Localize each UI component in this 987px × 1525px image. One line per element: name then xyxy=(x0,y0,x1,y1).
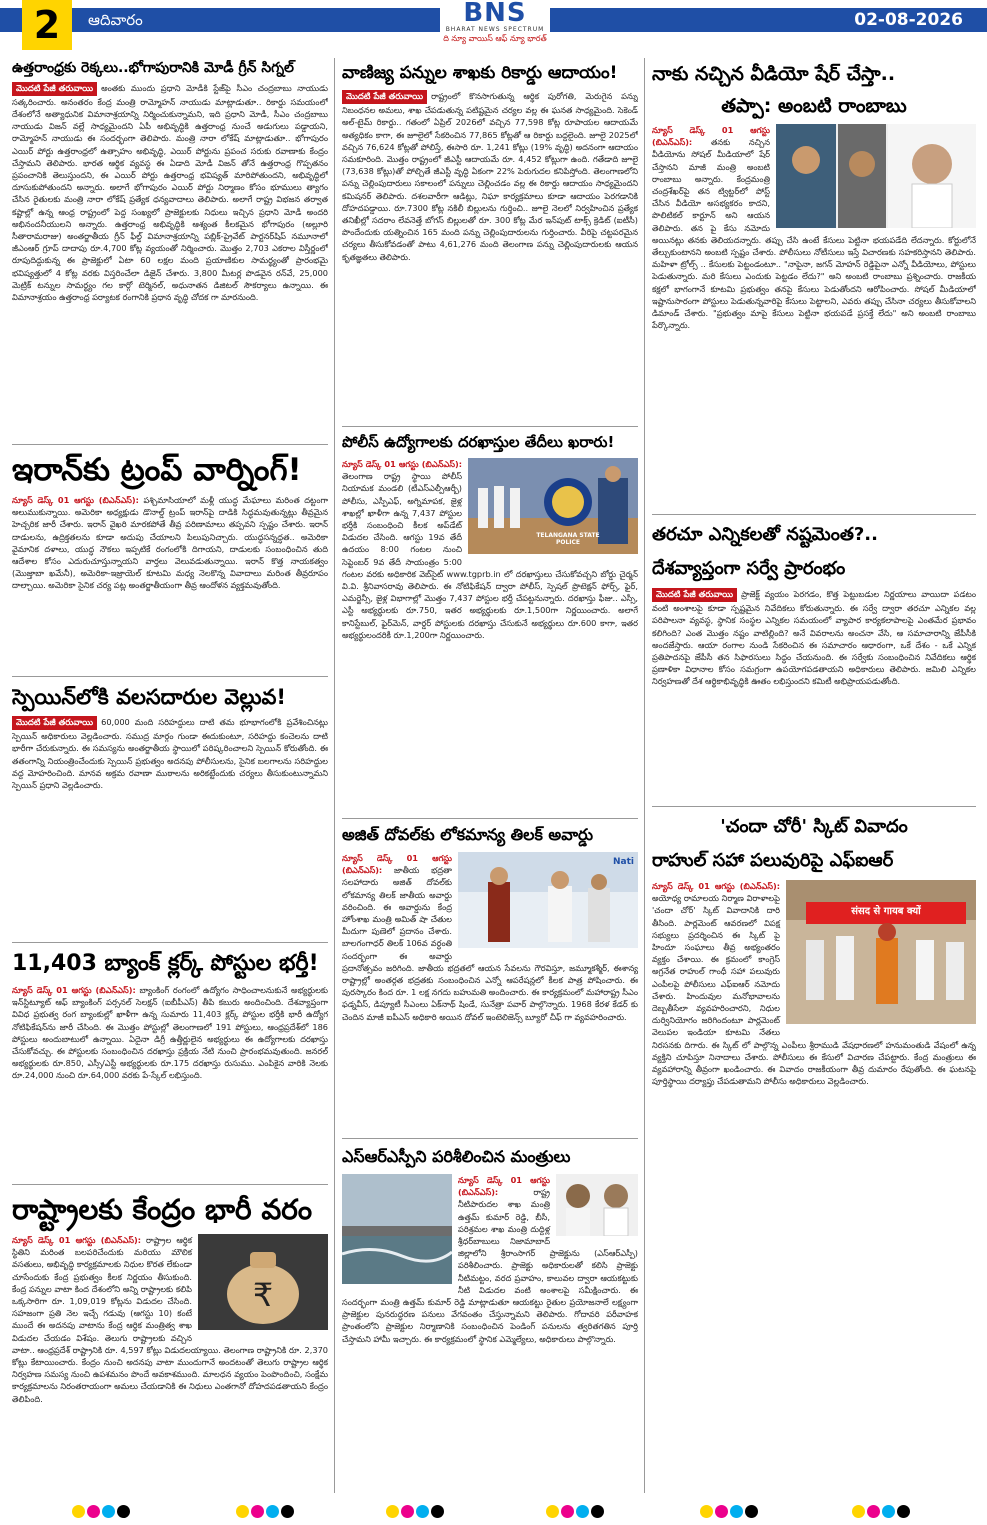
article-text: రాష్ట్ర నీటిపారుదల శాఖ మంత్రి ఉత్తమ్ కుమార్ రెడ్డి, బీసీ, పరిశ్రమల శాఖ మంత్రి దుద్దిళ్ల శ్రీధర్‌బాబులు నిజామాబాద్ జిల్లాలోని శ్రీరాంసాగర్ ప్రాజెక్టును (ఎస్ఆర్ఎస్పీ) పరిశీలించారు. ప్రాజెక్టు అధికారులతో కలిసి ప్రాజెక్టు నీటిమట్టం, వరద ప్రవాహం, కాలువల ద్వారా ఆయకట్టుకు నీటి విడుదల వంటి అంశాలపై సమీక్షించారు. ఈ సందర్భంగా మంత్రి ఉత్తమ్ కుమార్ రెడ్డి మాట్లాడుతూ ఆయకట్టు రైతుల ప్రయోజనాలే లక్ష్యంగా ప్రాజెక్టుల పునరుద్ధరణ పనులు వేగవంతం చేస్తున్నామని తెలిపారు. గోదావరి పరీవాహక ప్రాంతంలోని ప్రాజెక్టుల నిర్మాణానికి సంబంధించిన పెండింగ్ పనులను త్వరితగతిన పూర్తి చేస్తామని హామీ ఇచ్చారు. ఈ కార్యక్రమంలో స్థానిక ఎమ్మెల్యేలు, అధికారులు పాల్గొన్నారు. xyxy=(342,1187,638,1344)
article-chanda-chori xyxy=(652,812,976,1490)
registration-dot xyxy=(576,1505,589,1518)
headline: ఇరాన్‌కు ట్రంప్ వార్నింగ్! xyxy=(12,452,302,488)
header-day: ఆదివారం xyxy=(88,11,143,29)
police-badge-label: TELANGANA STATE POLICE xyxy=(536,532,600,546)
registration-dot xyxy=(745,1505,758,1518)
continuation-tag: మొదటి పేజీ తరువాయి xyxy=(12,716,97,730)
article-text: రాష్ట్రంలో కొనసాగుతున్న ఆర్థిక పురోగతి, మెరుగైన పన్ను నిబంధనల అమలు, శాఖ చేపడుతున్న పటిష్టమైన చర్యల వల్ల ఈ ఘనత సాధ్యమైంది. సెకెండ్ అల్-టైమ్ రికార్డు.. గతంలో ఏప్రిల్ 2026లో వచ్చిన 77,598 కోట్ల రూపాయల ఆదాయమే అత్యధికం కాగా, ఈ జూలైలో సేకరించిన 77,865 కోట్లతో ఆ రికార్డు బద్దలైంది. జూలై 2025లో వచ్చిన 76,624 కోట్లతో పోలిస్తే, ఈసారి రూ. 1,241 కోట్లు (19% వృద్ధి) అదనంగా ఆదాయం సమకూరింది. మొత్తం రాష్ట్రంలో జీఎస్టీ ఆదాయమే రూ. 4,452 కోట్లుగా ఉంది. గతేడాది జూలై (73,638 కోట్లు)తో పోల్చితే జీఎస్టీ వృద్ధి ఏకంగా 22% పెరుగుదల కనిపిస్తోంది. తెలంగాణలోని పన్ను చెల్లింపుదారులు సకాలంలో పన్నులు చెల్లించడం వల్ల ఈ రికార్డు ఆదాయం సాధ్యమైందని కమిషనర్ తెలిపారు. దశలవారీగా ఆడిట్లు, నిఘా కార్యక్రమాలు కూడా ఆదాయం పెరగడానికి దోహదపడ్డాయి. రూ.7300 కోట్ల నకిలీ బిల్లులను గుర్తించి.. జూలై నెలలో నిర్వహించిన ప్రత్యేక తనిఖీల్లో సదరాం లేవనెత్తే బోగస్ బిల్లులతో రూ. 300 కోట్ల మేర ఇన్‌పుట్ టాక్స్ క్రెడిట్ (ఐటీసీ) పొందేందుకు యత్నించిన 165 మంది పన్ను చెల్లింపుదారులను గుర్తించారు. వీరిపై చట్టపరమైన చర్యలు తీసుకోవడంతో పాటు 4,61,276 మంది తెలంగాణ పన్ను చెల్లింపుదారులకు ఆయన కృతజ్ఞతలు తెలిపారు. xyxy=(342,91,638,262)
article-divider xyxy=(12,1184,328,1185)
registration-dot xyxy=(102,1505,115,1518)
article-text: పశ్చిమాసియాలో మళ్లీ యుద్ధ మేఘాలు మరింత దట్టంగా అలుముకున్నాయి. అమెరికా అధ్యక్షుడు డొనాల్డ్ ట్రంప్ ఇరాన్‌పై దాడికి సిద్ధమవుతున్నట్లు తీవ్రమైన హెచ్చరిక జారీ చేశారు. ఇరాన్ వైఖరి మారకపోతే తీవ్ర పరిణామాలు తప్పవని స్పష్టం చేశారు. ఇరాన్ దాడులను, ఉద్రిక్తతలను కూడా అదుపు చేయాలని పిలుపునిచ్చారు. యుద్ధసన్నద్ధత.. అమెరికా వైమానిక దళాలు, యుద్ధ నౌకలు ఇప్పటికే రంగంలోకి దిగాయని, దాడులకు సంబంధించిన తుది ఆదేశాల కోసం ఎదురుచూస్తున్నాయని వార్తలు వెలువడుతున్నాయి. ఇరాన్ కొత్త నాయకత్వం (మొజ్తాబా ఖమేనీ), అమెరికా-ఇజ్రాయెల్ కూటమి మధ్య నెలకొన్న వివాదాలు మరింత తీవ్రరూపం దాల్చాయి. అమెరికా సైనిక చర్య పట్ల అంతర్జాతీయంగా తీవ్ర ఆందోళన వ్యక్తమవుతోంది. xyxy=(12,495,328,591)
headline: స్పెయిన్‌లోకి వలసదారుల వెల్లువ! xyxy=(12,685,286,709)
rambabu-photos xyxy=(776,124,976,228)
article-text: తెలంగాణ రాష్ట్ర స్థాయి పోలీస్ నియామక మండలి (టీఎస్ఎల్పీఆర్బీ) పోలీసు, ఎస్పీఎఫ్, అగ్నిమాపక, జైళ్ల శాఖల్లో ఖాళీగా ఉన్న 7,437 పోస్టుల భర్తీకి సంబంధించి కీలక అప్‌డేట్ విడుదల చేసింది. ఆగస్టు 19వ తేదీ ఉదయం 8:00 గంటల నుంచి సెప్టెంబర్ 9వ తేదీ సాయంత్రం 5:00 గంటల వరకు అధికారిక వెబ్‌సైట్ www.tgprb.in లో దరఖాస్తులు చేసుకోవచ్చని బోర్డు చైర్మన్ వి.వి. శ్రీనివాసరావు తెలిపారు. ఈ నోటిఫికేషన్ ద్వారా పోలీస్, స్పెషల్ ప్రొటెక్షన్ ఫోర్స్, ఫైర్, ఎమర్జెన్సీ, జైళ్ల విభాగాల్లో మొత్తం 7,437 పోస్టుల భర్తీ చేపట్టనున్నారు. దరఖాస్తు ఫీజు.. ఎస్సీ, ఎస్టీ అభ్యర్థులకు రూ.750, ఇతర అభ్యర్థులకు రూ.1,500గా నిర్ణయించారు. అలాగే కానిస్టేబుల్, ఫైర్‌మెన్, వార్డర్ పోస్టులకు దరఖాస్తు చేసుకునే అభ్యర్థులు రూ.600 కాగా, ఇతర అభ్యర్థులందరికీ రూ.1,200గా నిర్ణయించారు. xyxy=(342,471,638,640)
dam-icon xyxy=(342,1174,452,1284)
headline-line-1: తరచూ ఎన్నికలతో నష్టమెంత?.. xyxy=(652,524,878,545)
headline: ఉత్తరాంధ్రకు రెక్కలు..భోగాపురానికి మోడీ గ్రీన్ సిగ్నల్ xyxy=(12,60,294,76)
registration-dot xyxy=(882,1505,895,1518)
registration-dot xyxy=(561,1505,574,1518)
protest-scene-icon xyxy=(786,880,976,1024)
headline-line-2: దేశవ్యాప్తంగా సర్వే ప్రారంభం xyxy=(652,558,846,579)
registration-dot xyxy=(715,1505,728,1518)
article-body xyxy=(12,984,328,1082)
article-body xyxy=(342,458,638,641)
article-divider xyxy=(342,818,638,819)
article-elections-survey xyxy=(652,520,976,804)
column-rule xyxy=(644,58,645,1493)
registration-dot xyxy=(730,1505,743,1518)
rambabu-portrait-icon xyxy=(776,124,976,228)
article-spain xyxy=(12,682,328,938)
headline: 11,403 బ్యాంక్ క్లర్క్ పోస్టుల భర్తీ! xyxy=(12,951,319,976)
registration-dot xyxy=(546,1505,559,1518)
page-number: 2 xyxy=(22,0,72,50)
article-ajit-doval xyxy=(342,822,638,1136)
continuation-tag: మొదటి పేజీ తరువాయి xyxy=(12,82,97,96)
byline: న్యూస్ డెస్క్ 01 ఆగస్టు (బిఎన్ఎస్): xyxy=(652,881,780,891)
logo-name: BNS xyxy=(463,0,527,28)
article-text: జాతీయ భద్రతా సలహాదారు అజిత్ దోవల్‌కు లోకమాన్య తిలక్ జాతీయ అవార్డు వరించింది. ఈ అవార్డును కేంద్ర హోంశాఖ మంత్రి అమిత్ షా చేతుల మీదుగా పుణెలో ప్రదానం చేశారు. బాలగంగాధర్ తిలక్ 106వ వర్ధంతి సందర్భంగా ఈ అవార్డు ప్రదానోత్సవం జరిగింది. జాతీయ భద్రతలో ఆయన సేవలను గౌరవిస్తూ, జమ్మూకశ్మీర్, ఈశాన్య రాష్ట్రాల్లో అంతర్గత భద్రతకు సంబంధించిన ఎన్నో ఆపరేషన్లలో కీలక పాత్ర పోషించారు. ఈ పురస్కారం కింద రూ. 1 లక్ష నగదు బహుమతి అందించారు. ఈ కార్యక్రమంలో మహారాష్ట్ర సీఎం ఫడ్నవీస్, డిప్యూటీ సీఎంలు ఏక్‌నాథ్ షిండే, సునేత్రా పవార్ పాల్గొన్నారు. 1968 కేరళ కేడర్ కు చెందిన మాజీ ఐపీఎస్ అధికారి అయిన దోవల్ ఇంటెలిజెన్స్ బ్యూరో చీఫ్ గా వ్యవహరించారు. xyxy=(342,865,638,1022)
logo-tagline: ది న్యూ వాయిస్ ఆఫ్ న్యూ భారత్ xyxy=(443,34,547,43)
article-divider xyxy=(342,1138,638,1139)
headline: ఎస్ఆర్ఎస్పీని పరిశీలించిన మంత్రులు xyxy=(342,1147,571,1166)
continuation-tag: మొదటి పేజీ తరువాయి xyxy=(342,90,427,104)
headline-line-2: రాహుల్ సహా పలువురిపై ఎఫ్ఐఆర్ xyxy=(652,850,894,871)
ministers-portrait-icon xyxy=(556,1174,638,1236)
page-header xyxy=(0,0,987,56)
registration-dot xyxy=(72,1505,85,1518)
article-body xyxy=(652,588,976,688)
registration-dot xyxy=(852,1505,865,1518)
headline-line-2: తప్పా: అంబటి రాంబాబు xyxy=(721,95,907,117)
registration-dot xyxy=(591,1505,604,1518)
protest-banner-text: संसद से गायब क्यों xyxy=(851,906,921,917)
byline: న్యూస్ డెస్క్ 01 ఆగస్టు (బిఎన్ఎస్): xyxy=(12,1235,141,1245)
registration-marks xyxy=(0,1495,987,1525)
protest-image xyxy=(786,880,976,1024)
article-divider xyxy=(12,444,328,445)
registration-dot-group xyxy=(236,1503,296,1517)
article-divider xyxy=(652,806,976,807)
registration-dot-group xyxy=(72,1503,132,1517)
registration-dot xyxy=(897,1505,910,1518)
registration-dot-group xyxy=(386,1503,446,1517)
continuation-tag: మొదటి పేజీ తరువాయి xyxy=(652,588,737,602)
byline: న్యూస్ డెస్క్ 01 ఆగస్టు (బిఎన్ఎస్): xyxy=(12,495,139,505)
rupee-bag-icon xyxy=(198,1234,328,1330)
headline: వాణిజ్య పన్నుల శాఖకు రికార్డు ఆదాయం! xyxy=(342,63,618,83)
article-srsp-visit xyxy=(342,1144,638,1490)
dam-image xyxy=(342,1174,452,1284)
registration-dot xyxy=(251,1505,264,1518)
registration-dot xyxy=(700,1505,713,1518)
registration-dot-group xyxy=(546,1503,606,1517)
article-body xyxy=(652,124,976,331)
article-body xyxy=(12,1234,328,1405)
award-ceremony-image xyxy=(458,852,638,948)
award-ceremony-icon xyxy=(458,852,638,948)
registration-dot xyxy=(117,1505,130,1518)
registration-dot xyxy=(266,1505,279,1518)
article-bank-clerk xyxy=(12,948,328,1180)
registration-dot xyxy=(236,1505,249,1518)
byline: న్యూస్ డెస్క్ 01 ఆగస్టు (బిఎన్ఎస్): xyxy=(342,459,462,469)
registration-dot xyxy=(431,1505,444,1518)
article-body xyxy=(342,1174,638,1345)
article-body xyxy=(12,716,328,791)
registration-dot xyxy=(867,1505,880,1518)
article-body xyxy=(342,90,638,263)
article-divider xyxy=(342,426,638,427)
article-divider xyxy=(12,942,328,943)
police-image xyxy=(468,458,638,554)
article-divider xyxy=(652,514,976,515)
logo-subtitle: BHARAT NEWS SPECTRUM xyxy=(445,26,545,33)
byline: న్యూస్ డెస్క్ 01 ఆగస్టు (బిఎన్ఎస్): xyxy=(12,985,136,995)
article-text: రాష్ట్రాల ఆర్థిక స్థితిని మరింత బలపరిచేందుకు మరియు మౌలిక వసతులు, అభివృద్ధి కార్యక్రమాలకు నిధుల కొరత లేకుండా చూసేందుకు కేంద్ర ప్రభుత్వం కీలక నిర్ణయం తీసుకుంది. కేంద్ర పన్నుల వాటా కింద దేశంలోని అన్ని రాష్ట్రాలకు కలిపి ఒక్కసారిగా రూ. 1,09,019 కోట్లను విడుదల చేసింది. సహజంగా ప్రతి నెల ఇచ్చే గడువు (ఆగస్టు 10) కంటే ముందే ఈ అదనపు వాటాను కేంద్ర ఆర్థిక మంత్రిత్వ శాఖ విడుదల చేయడం విశేషం. తెలుగు రాష్ట్రాలకు వచ్చిన వాటా.. ఆంధ్రప్రదేశ్ రాష్ట్రానికి రూ. 4,597 కోట్లు విడుదలయ్యాయి. తెలంగాణ రాష్ట్రానికి రూ. 2,370 కోట్లు కేటాయించారు. కేంద్రం నుంచి అదనపు వాటా ముందుగానే అందటంతో తెలుగు రాష్ట్రాల ఆర్థిక నిర్వహణ సమస్య నుంచి ఉపశమనం పొందే అవకాశముంది. మాలధన వ్యయం పెంపొందించి, సంక్షేమ కార్యక్రమాలను నిరంతరాయంగా అమలు చేయడానికి ఈ నిధులు ఎంతగానో దోహదపడతాయని కేంద్రం తెలిపింది. xyxy=(12,1235,328,1404)
article-text: బ్యాంకింగ్ రంగంలో ఉద్యోగం సాధించాలనుకునే అభ్యర్థులకు ఇన్‌స్టిట్యూట్ ఆఫ్ బ్యాంకింగ్ పర్సనల్ సెలక్షన్ (ఐబీపీఎస్) తీపి కబురు అందించింది. దేశవ్యాప్తంగా వివిధ ప్రభుత్వ రంగ బ్యాంకుల్లో ఖాళీగా ఉన్న సుమారు 11,403 క్లర్క్ పోస్టుల భర్తీకి భారీ ఉద్యోగ నోటిఫికేషన్‌ను జారీ చేసింది. ఈ మొత్తం పోస్టుల్లో తెలంగాణలో 191 పోస్టులు, ఆంధ్రప్రదేశ్‌లో 186 పోస్టులు అందుబాటులో ఉన్నాయి. ఏదైనా డిగ్రీ ఉత్తీర్ణులైన అభ్యర్థులు ఈ ఉద్యోగాలకు దరఖాస్తు చేసుకోవచ్చు. ఈ పోస్టులకు సంబంధించిన దరఖాస్తు ప్రక్రియ నేటి నుంచి ప్రారంభమవుతుంది. జనరల్ అభ్యర్థులకు రూ.850, ఎస్సీ/ఎస్టీ అభ్యర్థులకు రూ.175 దరఖాస్తు రుసుము. ఎంపికైన వారికి నెలకు రూ.24,000 నుంచి రూ.64,000 వరకు పే-స్కేల్ లభిస్తుంది. xyxy=(12,985,328,1081)
byline: న్యూస్ డెస్క్ 01 ఆగస్టు (బిఎన్ఎస్): xyxy=(458,1175,550,1198)
registration-dot xyxy=(401,1505,414,1518)
article-body xyxy=(652,880,976,1087)
headline: రాష్ట్రాలకు కేంద్రం భారీ వరం xyxy=(12,1193,313,1226)
byline: న్యూస్ డెస్క్ 01 ఆగస్టు (బిఎన్ఎస్): xyxy=(342,853,452,876)
byline: న్యూస్ డెస్క్ 01 ఆగస్టు (బిఎన్ఎస్): xyxy=(652,125,770,148)
headline-line-1: నాకు నచ్చిన వీడియో షేర్ చేస్తా.. xyxy=(652,63,896,85)
article-commerce-tax xyxy=(342,60,638,422)
headline-line-1: 'చందా చోరీ' స్కిట్ వివాదం xyxy=(720,816,908,837)
article-text: అంతకు ముందు ప్రధాని మోడీకి స్టేజ్‌పై సీఎం చంద్రబాబు నాయుడు సత్కరించారు. అనంతరం కేంద్ర మంత్రి రామ్మోహన్ నాయుడు మాట్లాడుతూ.. రికార్డు సమయంలో దేశంలోనే అత్యాధునిక విమానాశ్రయాన్ని నిర్మించుకున్నామని, ఇది ప్రధాని మోడీ, సీఎం చంద్రబాబు నాయుడు విజన్ వల్లే సాధ్యమైందని ఏపీ అభివృద్ధికి ఉత్తరాంధ్ర నుంచే అడుగులు పడ్డాయని, రామ్మోహన్ నాయుడు ఈ సందర్భంగా తెలిపారు. మంత్రి నారా లోకేష్ మాట్లాడుతూ.. భోగాపురం ఎయిర్ పోర్టు ఉత్తరాంధ్రలో ఉత్సాహం అభివృద్ధి, ఎయిర్ పోర్టును ప్రపంచ సరుకు రవాణాకు కేంద్రం చేస్తామని తెలిపారు. భారత ఆర్థిక వ్యవస్థ ఈ ఏడాది మోడీ విజన్ తోనే ఉత్తరాంధ్ర గొప్పతనం ప్రపంచానికి తెలుస్తుందని, ఈ ఎయిర్ పోర్టు ఉత్తరాంధ్ర భవిష్యత్ మారిపోతుందని, అభివృద్ధిలో దూసుకుపోతుందని అన్నారు. అలాగే భోగాపురం ఎయిర్ పోర్టు నిర్మాణం కోసం భూములు త్యాగం చేసిన రైతులకు మంత్రి నారా లోకేష్ ప్రత్యేక ధన్యవాదాలు తెలిపారు. అలాగే రాష్ట్ర విభజన తర్వాత కష్టాల్లో ఉన్న ఆంధ్ర రాష్ట్రంలో పెద్ద సంఖ్యలో ప్రాజెక్టులకు నిధులు ఇచ్చిన ప్రధాని మోడీ అందరి అభినందనీయులని అన్నారు. ఉత్తరాంధ్ర అభివృద్ధికి ఆశ్యంత కీలకమైన భోగాపురం (అల్లూరి సీతారామరాజు) అంతర్జాతీయ గ్రీన్ ఫీల్డ్ విమానాశ్రయాన్ని పబ్లిక్-ప్రైవేట్ పార్టనర్‌షిప్ నమూనాలో జీఎంఆర్ గ్రూప్ దాదాపు రూ.4,700 కోట్ల వ్యయంతో నిర్మించారు. మొత్తం 2,703 ఎకరాల విస్తీర్ణంలో రూపుదిద్దుకున్న ఈ ప్రాజెక్టులో ఏటా 60 లక్షల మంది ప్రయాణికుల సామర్థ్యంతో ప్రారంభమై భవిష్యత్తులో 4 కోట్ల వరకు విస్తరించేలా డిజైన్ చేశారు. 3,800 మీటర్ల పొడవైన రన్‌వే, 25,000 మెట్రిక్ టన్నుల సామర్థ్యం గల కార్గో టెర్మినల్, అధునాతన డిజిటల్ సౌకర్యాలు ఉన్నాయి. ఈ విమానాశ్రయం ఉత్తరాంధ్ర పర్యాటక రంగానికి ప్రధాన వృద్ధి చోదక గా మారనుంది. xyxy=(12,82,328,302)
article-ambati-rambabu xyxy=(652,60,976,512)
masthead-logo xyxy=(440,0,550,48)
article-body xyxy=(12,494,328,592)
article-text: తనకు నచ్చిన వీడియోను సోషల్ మీడియాలో షేర్ చేస్తానని మాజీ మంత్రి అంబటి రాంబాబు అన్నారు. కేంద్రమంత్రి చంద్రశేఖర్‌పై తన ట్విట్టర్‌లో పోస్ట్ చేసిన వీడియో అసభ్యకరం కాదని, పొలిటికల్ కార్టూన్ అని ఆయన తెలిపారు. తన పై కేసు నమోదు అయినట్లు తనకు తెలియదన్నారు. తప్పు చేసి ఉంటే కేసులు పెట్టినా భయపడేది లేదన్నారు. కోర్టులోనే తేల్చుకుంటానని అంబటి స్పష్టం చేశారు. పోలీసులు నోటీసులు ఇస్తే విచారణకు సహకరిస్తానని తెలిపారు. మహిళా ట్రోల్స్ .. కేసులకు పెట్టండంటూ.. "నాపైనా, జగన్ మోహన్ రెడ్డిపైనా ఎన్నో వీడియోలు, పోస్టులు పెడుతున్నారు. మరి కేసులు ఎందుకు పెట్టడం లేదు?" అని అంబటి రాంబాబు ప్రశ్నించారు. రాజకీయ కక్షలో భాగంగానే కూటమి ప్రభుత్వం తనపై కేసులు పెడుతోందని ఆరోపించారు. సోషల్ మీడియాలో ఇష్టానుసారంగా పోస్టులు పెడుతున్నవారిపై కేసులు పెట్టాలని, ఎవరు తప్పు చేసినా చర్యలు తీసుకోవాలని డిమాండ్ చేశారు. "ప్రభుత్వం మాపై కేసులు పెట్టినా భయపడే ప్రసక్తే లేదు" అని అంబటి రాంబాబు పేర్కొన్నారు. xyxy=(652,137,976,331)
ministers-photo xyxy=(556,1174,638,1236)
registration-dot xyxy=(281,1505,294,1518)
article-police-jobs xyxy=(342,430,638,816)
rupee-bag-image xyxy=(198,1234,328,1330)
registration-dot xyxy=(386,1505,399,1518)
article-uttarandhra xyxy=(12,60,328,442)
header-date: 02-08-2026 xyxy=(854,10,963,30)
article-body xyxy=(12,82,328,304)
article-divider xyxy=(12,676,328,677)
svg-text:₹: ₹ xyxy=(252,1276,274,1314)
article-text: అయోధ్య రామాలయ నిర్మాణ విరాళాలపై 'చందా చోర్' స్కిట్ వివాదానికి దారి తీసింది. పార్లమెంట్ ఆవరణలో విపక్ష సభ్యులు ప్రదర్శించిన ఈ స్కిట్ పై హిందూ సంఘాలు తీవ్ర అభ్యంతరం వ్యక్తం చేశాయి. ఈ క్రమంలో కాంగ్రెస్ అగ్రనేత రాహుల్ గాంధీ సహా పలువురు ఎంపీలపై పోలీసులు ఎఫ్ఐఆర్ నమోదు చేశారు. హిందువుల మనోభావాలను దెబ్బతీసేలా వ్యవహరించారని, నిధుల దుర్వినియోగం జరిగిందంటూ పార్లమెంట్ వెలుపల ఇండియా కూటమి నేతలు నిరసనకు దిగారు. ఈ స్కిట్ లో పాల్గొన్న ఎంపీలు శ్రీరాముడి వేషధారణలో హనుమంతుడి వేషంలో ఉన్న వ్యక్తిని చూపిస్తూ నినాదాలు చేశారు. పోలీసులు ఈ కేసులో విచారణ చేపట్టారు. కేంద్ర మంత్రులు ఈ వ్యవహారాన్ని తీవ్రంగా ఖండించారు. ఈ వివాదం రాజకీయంగా తీవ్ర దుమారం రేపుతోంది. ఈ ఘటనపై పూర్తిస్థాయి దర్యాప్తు చేపడుతామని పోలీసు అధికారులు వెల్లడించారు. xyxy=(652,893,976,1087)
registration-dot xyxy=(87,1505,100,1518)
backdrop-label: Nati xyxy=(613,857,634,867)
registration-dot-group xyxy=(852,1503,912,1517)
registration-dot-group xyxy=(700,1503,760,1517)
article-body xyxy=(342,852,638,1023)
article-states-grant xyxy=(12,1190,328,1490)
article-text: 60,000 మంది సరిహద్దులు దాటి తమ భూభాగంలోకి ప్రవేశించినట్లు స్పెయిన్ అధికారులు వెల్లడించారు. సముద్ర మార్గం గుండా ఈదుకుంటూ, సరిహద్దు కంచెలను దాటి భారీగా చేరుకున్నారు. ఈ సమస్యను అంతర్జాతీయ స్థాయిలో పరిష్కరించాలని స్పెయిన్ కోరుతోంది. ఈ తతంగాన్ని నియంత్రించేందుకు స్పెయిన్ ప్రభుత్వం అదనపు పోలీసులను, సైనిక బలగాలను సరిహద్దుల వద్ద మోహరించింది. మానవ అక్రమ రవాణా ముఠాలను అరికట్టేందుకు చర్యలు తీసుకుంటున్నామని స్పెయిన్ ప్రధాని వెల్లడించారు. xyxy=(12,717,328,791)
article-text: ప్రాజెక్ట్ వ్యయం పెరగడం, కొత్త పెట్టుబడుల నిర్ణయాలు వాయిదా పడటం వంటి అంశాలపై కూడా స్పష్టమైన నివేదికలు కోరుతున్నారు. ఈ సర్వే ద్వారా తరచూ ఎన్నికల వల్ల పరిపాలనా వ్యవస్థ, స్థానిక సంస్థల ఎన్నికల సమయంలో వ్యాపార కార్యకలాపాలపై ఎంతమేర ప్రభావం కలిగింది? ఎంత మొత్తం నష్టం వాటిల్లింది? అనే వివరాలను అంచనా వేసి, ఆ సమాచారాన్ని జేపీసీకి అందజేస్తారు. ఆయా రంగాల నుండి సేకరించిన ఈ సమాచారం ఆధారంగా, ఒకే దేశం - ఒకే ఎన్నిక ప్రతిపాదనపై జేపీసీ తన సిఫారసులు సిద్ధం చేయనుంది. ఈ సర్వేకు సంబంధించిన నివేదికలు ఆర్థిక ప్రణాళికా విధానాల కోసం సమగ్రంగా ఉపయోగపడతాయని అధికారులు తెలిపారు. జమిలి ఎన్నికల నిర్వహణతో దేశ ఆర్థికాభివృద్ధికి ఊతం లభిస్తుందని కమిటీ అభిప్రాయపడుతోంది. xyxy=(652,589,976,687)
headline: పోలీస్ ఉద్యోగాలకు దరఖాస్తుల తేదీలు ఖరారు! xyxy=(342,433,615,451)
article-iran xyxy=(12,450,328,672)
registration-dot xyxy=(416,1505,429,1518)
headline: అజిత్ దోవల్‌కు లోకమాన్య తిలక్ అవార్డు xyxy=(342,825,594,844)
column-rule xyxy=(334,58,335,1493)
